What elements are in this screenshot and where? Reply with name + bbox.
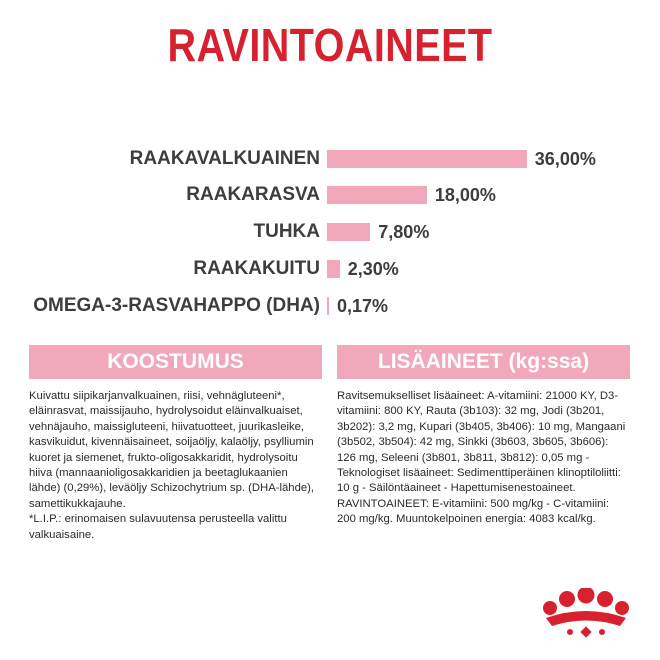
composition-text: Kuivattu siipikarjanvalkuainen, riisi, vehnägluteeni*, eläinrasvat, maissijauho, hydrolysoidut eläinvalkuaiset, vehnäjauho, maissigluteeni, hiivatuotteet, juurikasleike, kasvikuidut, kivennäisaineet, soijaöljy, kalaöljy, psylliumin kuoret ja siemenet, frukto-oligosakkaridit, hydrolysoitu hiiva (mannaanioligosakkaridien ja beetaglukaanien lähde) (0,29%), leväöljy Schizochytrium sp. (DHA-lähde), samettikukkajauhe. *L.I.P.: erinomaisen sulavuutensa perusteella valittu valkuaisaine. xyxy=(29,390,315,541)
additives-panel xyxy=(337,345,630,528)
nutrient-value: 2,30% xyxy=(347,259,399,279)
nutrient-value: 0,17% xyxy=(337,296,389,316)
composition-header: KOOSTUMUS xyxy=(29,345,322,379)
nutrient-label: RAAKAKUITU xyxy=(193,258,320,279)
nutrient-row-ash xyxy=(0,219,660,245)
royal-canin-crown-icon xyxy=(540,588,632,648)
additives-text: Ravitsemukselliset lisäaineet: A-vitamiini: 21000 KY, D3-vitamiini: 800 KY, Rauta (3b103): 32 mg, Jodi (3b201, 3b202): 3,2 mg, Kupari (3b405, 3b406): 10 mg, Mangaani (3b502, 3b504): 42 mg, Sinkki (3b603, 3b605, 3b606): 126 mg, Seleeni (3b801, 3b811, 3b812): 0,05 mg - Teknologiset lisäaineet: Sedimenttiperäinen klinoptiloliitti: 10 g - Säilöntäaineet - Hapettumisenestoaineet. RAVINTOAINEET: E-vitamiini: 500 mg/kg - C-vitamiini: 200 mg/kg. Muuntokelpoinen energia: 4083 kcal/kg. xyxy=(337,390,626,526)
nutrient-label: OMEGA-3-RASVAHAPPO (DHA) xyxy=(33,295,320,316)
nutrient-row-fat xyxy=(0,182,660,208)
nutrient-value: 36,00% xyxy=(534,149,596,169)
nutrient-bar xyxy=(327,223,370,241)
nutrient-row-omega3 xyxy=(0,293,660,319)
nutrient-label: RAAKAVALKUAINEN xyxy=(129,148,320,169)
nutrient-label: TUHKA xyxy=(253,221,320,242)
nutrient-row-protein xyxy=(0,146,660,172)
nutrient-value: 18,00% xyxy=(434,185,496,205)
nutrient-value: 7,80% xyxy=(378,222,430,242)
nutrient-row-fibre xyxy=(0,256,660,282)
composition-panel xyxy=(29,345,322,543)
nutrient-bar xyxy=(327,260,340,278)
nutrient-bar xyxy=(327,297,329,315)
additives-header: LISÄAINEET (kg:ssa) xyxy=(337,345,630,379)
nutrient-bar xyxy=(327,150,527,168)
page-title: RAVINTOAINEET xyxy=(167,19,493,71)
nutrient-label: RAAKARASVA xyxy=(186,184,320,205)
nutrient-bar xyxy=(327,186,427,204)
